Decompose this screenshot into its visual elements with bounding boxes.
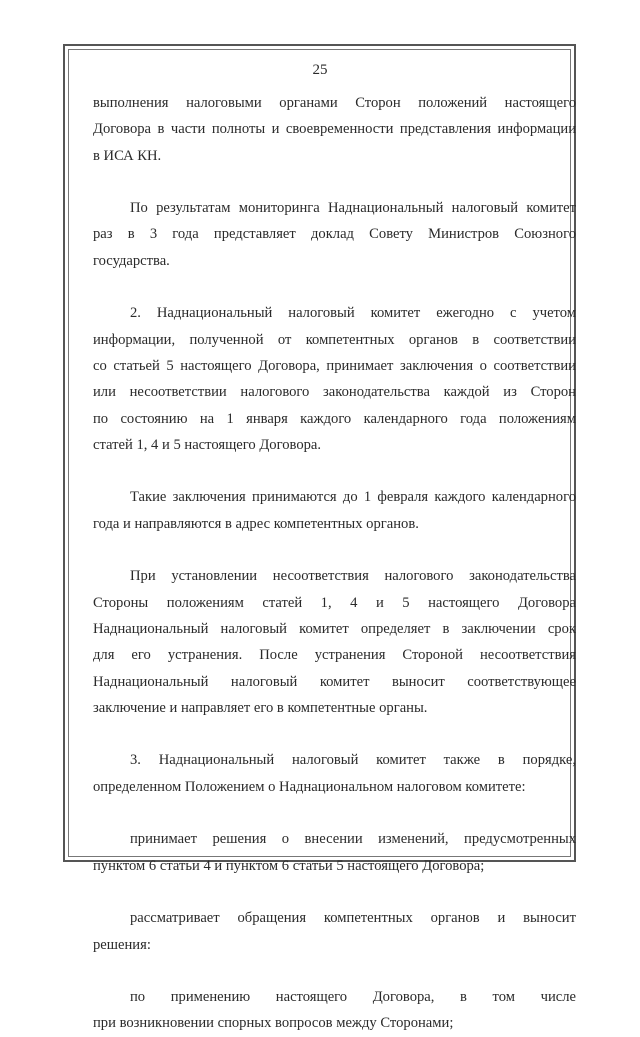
text-line: пунктом 6 статьи 4 и пунктом 6 статьи 5 настоящего Договора;: [93, 857, 485, 874]
paragraph: [93, 484, 576, 537]
text-line: для его устранения. После устранения Стороной несоответствия: [93, 647, 576, 664]
paragraph-gap: [93, 800, 576, 826]
paragraph: [93, 195, 576, 274]
text-line: при возникновении спорных вопросов между Сторонами;: [93, 1015, 454, 1032]
paragraph: [93, 826, 576, 879]
text-line: заключение и направляет его в компетентные органы.: [93, 699, 428, 716]
text-line: статей 1, 4 и 5 настоящего Договора.: [93, 436, 322, 453]
paragraph-gap: [93, 958, 576, 984]
paragraph-gap: [93, 537, 576, 563]
text-line: или несоответствии налогового законодательства каждой из Сторон: [93, 384, 576, 401]
document-body: [93, 90, 576, 1037]
text-line: решения:: [93, 936, 151, 953]
text-line: по состоянию на 1 января каждого календарного года положениям: [93, 410, 576, 427]
text-line: Наднациональный налоговый комитет выносит соответствующее: [93, 673, 576, 690]
paragraph-gap: [93, 274, 576, 300]
text-line: принимает решения о внесении изменений, предусмотренных: [130, 831, 576, 848]
text-line: года и направляются в адрес компетентных органов.: [93, 515, 419, 532]
text-line: По результатам мониторинга Наднациональный налоговый комитет: [130, 200, 576, 217]
paragraph: [93, 300, 576, 458]
text-line: рассматривает обращения компетентных органов и выносит: [130, 910, 576, 927]
text-line: выполнения налоговыми органами Сторон положений настоящего: [93, 95, 576, 111]
paragraph: [93, 90, 576, 169]
paragraph-gap: [93, 458, 576, 484]
text-line: Договора в части полноты и своевременности представления информации: [93, 121, 576, 138]
paragraph: [93, 905, 576, 958]
page-number: 25: [312, 62, 328, 78]
paragraph: [93, 747, 576, 800]
text-line: При установлении несоответствия налогового законодательства: [130, 568, 576, 585]
text-line: Наднациональный налоговый комитет определяет в заключении срок: [93, 620, 576, 637]
text-line: в ИСА КН.: [93, 147, 162, 164]
paragraph: [93, 984, 576, 1037]
text-line: со статьей 5 настоящего Договора, принимает заключения о соответствии: [93, 357, 576, 374]
text-line: информации, полученной от компетентных органов в соответствии: [93, 331, 576, 348]
text-line: Такие заключения принимаются до 1 февраля каждого календарного: [130, 489, 576, 506]
text-line: по применению настоящего Договора, в том числе: [130, 989, 576, 1006]
text-line: 3. Наднациональный налоговый комитет также в порядке,: [130, 752, 576, 769]
paragraph: [93, 563, 576, 721]
paragraph-gap: [93, 721, 576, 747]
paragraph-gap: [93, 879, 576, 905]
text-line: Стороны положениям статей 1, 4 и 5 настоящего Договора: [93, 594, 576, 611]
text-line: определенном Положением о Наднациональном налоговом комитете:: [93, 778, 526, 795]
text-line: раз в 3 года представляет доклад Совету Министров Союзного: [93, 226, 576, 243]
paragraph-gap: [93, 169, 576, 195]
text-line: 2. Наднациональный налоговый комитет ежегодно с учетом: [130, 305, 576, 322]
text-line: государства.: [93, 252, 170, 269]
